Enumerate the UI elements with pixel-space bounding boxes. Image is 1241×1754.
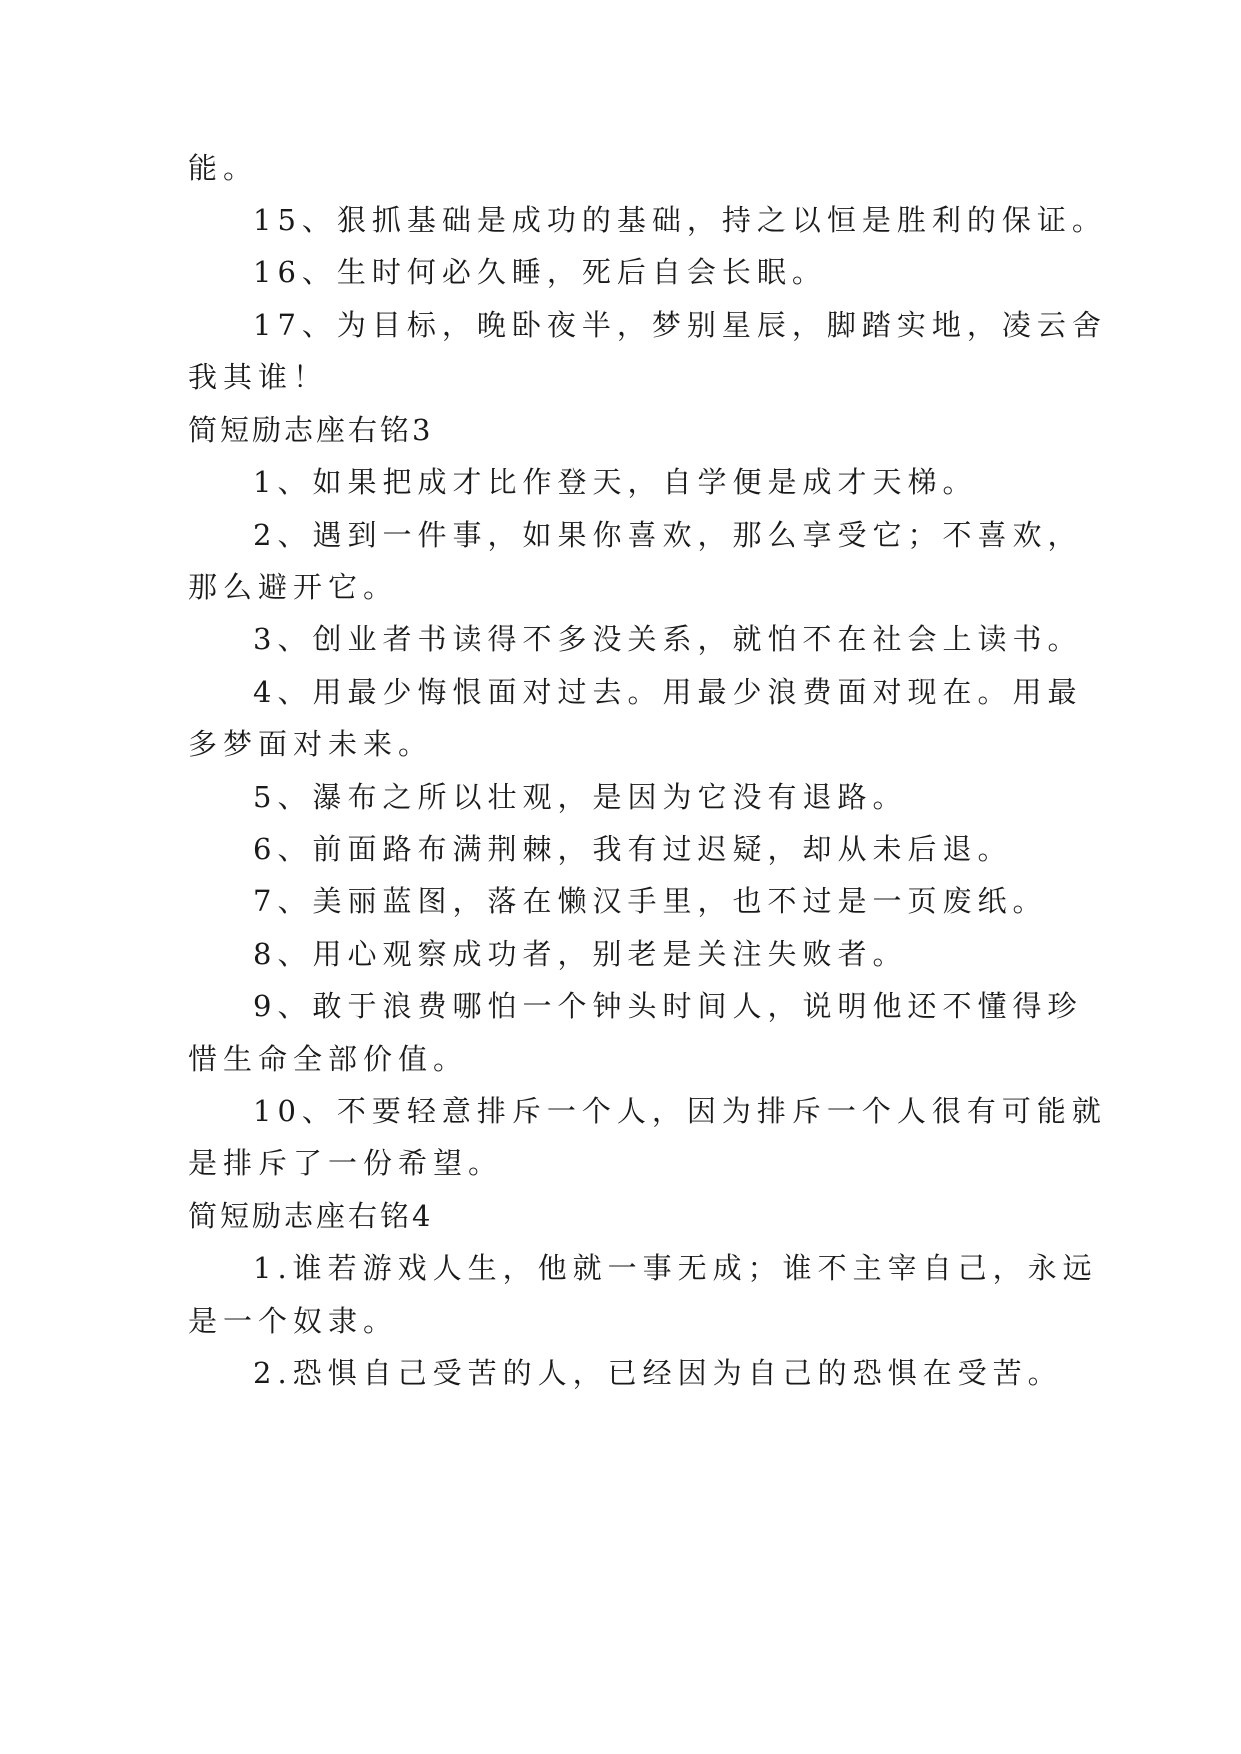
text-line: 能。	[188, 151, 259, 185]
text-line: 是一个奴隶。	[188, 1304, 399, 1338]
text-line: 6、前面路布满荆棘，我有过迟疑，却从未后退。	[253, 832, 1013, 866]
text-line: 15、狠抓基础是成功的基础，持之以恒是胜利的保证。	[253, 203, 1107, 237]
text-line: 是排斥了一份希望。	[188, 1146, 504, 1180]
text-line: 那么避开它。	[188, 570, 399, 604]
text-line: 8、用心观察成功者，别老是关注失败者。	[253, 937, 908, 971]
section-heading: 简短励志座右铭4	[188, 1199, 434, 1233]
text-line: 惜生命全部价值。	[188, 1042, 469, 1076]
section-heading: 简短励志座右铭3	[188, 413, 434, 447]
text-line: 2.恐惧自己受苦的人，已经因为自己的恐惧在受苦。	[253, 1356, 1063, 1390]
text-line: 4、用最少悔恨面对过去。用最少浪费面对现在。用最	[253, 675, 1083, 709]
text-line: 3、创业者书读得不多没关系，就怕不在社会上读书。	[253, 622, 1083, 656]
text-line: 2、遇到一件事，如果你喜欢，那么享受它；不喜欢，	[253, 518, 1083, 552]
text-line: 1、如果把成才比作登天，自学便是成才天梯。	[253, 465, 978, 499]
text-line: 多梦面对未来。	[188, 727, 434, 761]
text-line: 10、不要轻意排斥一个人，因为排斥一个人很有可能就	[253, 1094, 1107, 1128]
text-line: 1.谁若游戏人生，他就一事无成；谁不主宰自己，永远	[253, 1251, 1098, 1285]
text-line: 16、生时何必久睡，死后自会长眠。	[253, 255, 827, 289]
text-line: 5、瀑布之所以壮观，是因为它没有退路。	[253, 780, 908, 814]
text-line: 我其谁！	[188, 360, 329, 394]
text-line: 17、为目标，晚卧夜半，梦别星辰，脚踏实地，凌云舍	[253, 308, 1107, 342]
text-line: 9、敢于浪费哪怕一个钟头时间人，说明他还不懂得珍	[253, 989, 1083, 1023]
text-line: 7、美丽蓝图，落在懒汉手里，也不过是一页废纸。	[253, 884, 1048, 918]
